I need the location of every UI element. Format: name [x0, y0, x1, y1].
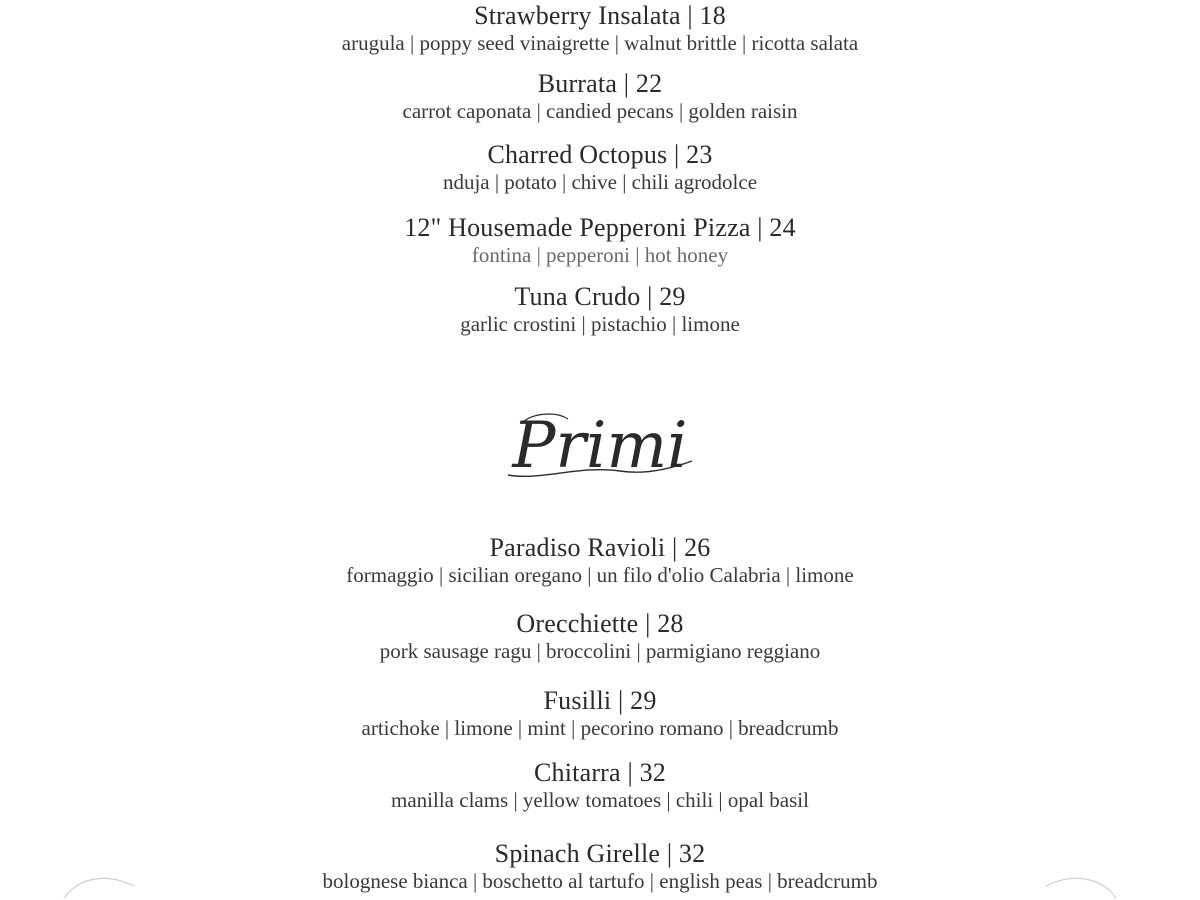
section-heading-primi: [0, 405, 1200, 500]
menu-item-title: Fusilli | 29: [543, 686, 657, 715]
menu-item-title: Spinach Girelle | 32: [494, 839, 706, 868]
menu-item-description: pork sausage ragu | broccolini | parmigiano reggiano: [379, 639, 821, 663]
menu-item: [0, 69, 1200, 124]
corner-flourish-left: [60, 870, 140, 900]
menu-item-title: Orecchiette | 28: [516, 609, 684, 638]
menu-item-title: 12" Housemade Pepperoni Pizza | 24: [404, 213, 796, 242]
menu-item-description: fontina | pepperoni | hot honey: [471, 243, 729, 267]
menu-item-description: artichoke | limone | mint | pecorino romano | breadcrumb: [361, 716, 839, 740]
menu-item-title: Chitarra | 32: [534, 758, 666, 787]
menu-item: [0, 609, 1200, 664]
menu-item-title: Charred Octopus | 23: [487, 140, 713, 169]
menu-item-title: Paradiso Ravioli | 26: [489, 533, 711, 562]
corner-flourish-right: [1040, 870, 1120, 900]
menu-item: [0, 686, 1200, 741]
menu-item: [0, 1, 1200, 56]
menu-item: [0, 758, 1200, 813]
menu-item: [0, 140, 1200, 195]
menu-item-description: bolognese bianca | boschetto al tartufo | english peas | breadcrumb: [322, 869, 878, 893]
menu-item-description: arugula | poppy seed vinaigrette | walnut brittle | ricotta salata: [341, 31, 859, 55]
menu-item-description: manilla clams | yellow tomatoes | chili | opal basil: [391, 788, 809, 812]
menu-item-title: Strawberry Insalata | 18: [474, 1, 726, 30]
menu-item: [0, 839, 1200, 894]
primi-script-heading: [470, 405, 730, 500]
menu-item: [0, 213, 1200, 268]
menu-item-description: nduja | potato | chive | chili agrodolce: [442, 170, 758, 194]
menu-item-title: Burrata | 22: [537, 69, 663, 98]
menu-item-description: garlic crostini | pistachio | limone: [460, 312, 740, 336]
menu-item: [0, 533, 1200, 588]
menu-item-title: Tuna Crudo | 29: [514, 282, 686, 311]
menu-item-description: formaggio | sicilian oregano | un filo d'olio Calabria | limone: [346, 563, 854, 587]
menu-item-description: carrot caponata | candied pecans | golden raisin: [402, 99, 798, 123]
section-heading-text: Primi: [512, 409, 688, 483]
menu-item: [0, 282, 1200, 337]
